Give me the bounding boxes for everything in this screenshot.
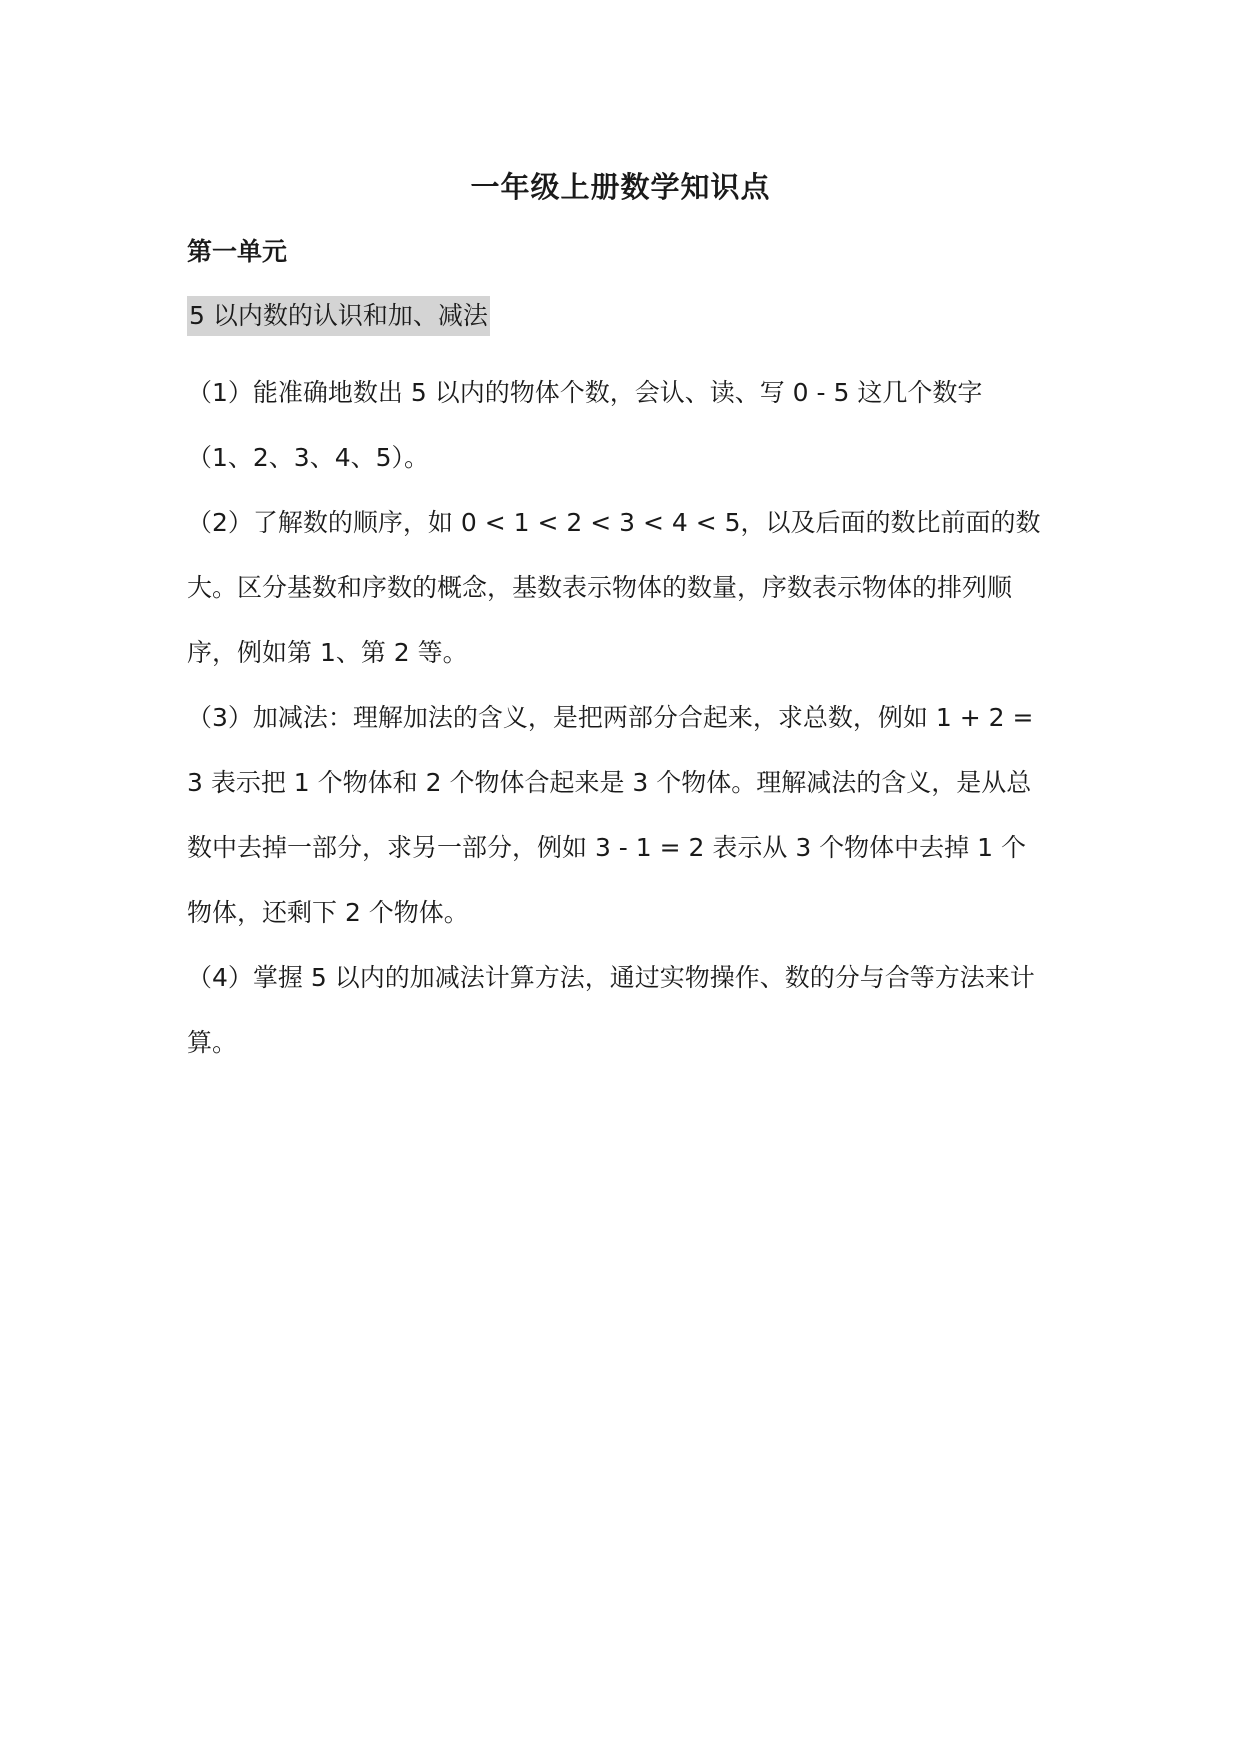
paragraph-4: （4）掌握 5 以内的加减法计算方法，通过实物操作、数的分与合等方法来计算。 xyxy=(187,963,1035,1057)
document-title: 一年级上册数学知识点 xyxy=(470,170,771,204)
unit-heading: 第一单元 xyxy=(187,237,288,266)
paragraph-1: （1）能准确地数出 5 以内的物体个数，会认、读、写 0 - 5 这几个数字（1、2、3、4、5）。 xyxy=(187,378,983,472)
paragraph-3: （3）加减法：理解加法的含义，是把两部分合起来，求总数，例如 1 + 2 = 3 表示把 1 个物体和 2 个物体合起来是 3 个物体。理解减法的含义，是从总数中去掉一部分，求另一部分，例如 3 - 1 = 2 表示从 3 个物体中去掉 1 个物体，还剩下 2 个物体。 xyxy=(187,703,1034,927)
section-heading: 5 以内数的认识和加、减法 xyxy=(187,296,490,336)
document-body xyxy=(187,360,1047,1075)
paragraph-2: （2）了解数的顺序，如 0 < 1 < 2 < 3 < 4 < 5，以及后面的数比前面的数大。区分基数和序数的概念，基数表示物体的数量，序数表示物体的排列顺序，例如第 1、第 2 等。 xyxy=(187,508,1041,667)
